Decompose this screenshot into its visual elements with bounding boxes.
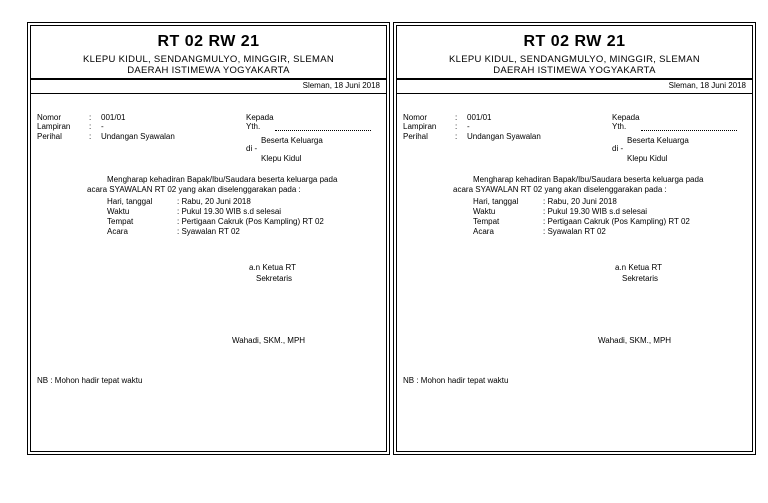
detail-value-event: : Syawalan RT 02 [177,227,240,236]
kepada-label: Kepada [246,113,274,122]
recipient-place: Klepu Kidul [261,154,302,163]
header-rule [30,78,387,80]
recipient-place: Klepu Kidul [627,154,668,163]
detail-label-date: Hari, tanggal [107,197,153,206]
body-line-1: Mengharap kehadiran Bapak/Ibu/Saudara beserta keluarga pada [107,175,338,184]
footnote: NB : Mohon hadir tepat waktu [403,376,509,385]
header-rule [396,78,753,80]
beserta-keluarga: Beserta Keluarga [627,136,689,145]
nomor-value: 001/01 [101,113,126,122]
kepada-label: Kepada [612,113,640,122]
beserta-keluarga: Beserta Keluarga [261,136,323,145]
detail-value-date: : Rabu, 20 Juni 2018 [543,197,617,206]
nomor-colon: : [89,113,92,122]
signer-name: Wahadi, SKM., MPH [598,336,672,345]
letter-title: RT 02 RW 21 [157,33,260,50]
body-line-2: acara SYAWALAN RT 02 yang akan diselenggarakan pada : [453,185,667,194]
lampiran-value: - [101,122,104,131]
sign-on-behalf: a.n Ketua RT [615,263,662,272]
detail-label-place: Tempat [473,217,500,226]
detail-value-event: : Syawalan RT 02 [543,227,606,236]
invitation-letter-left [30,25,387,452]
date-rule [396,93,753,94]
recipient-dotted-line [641,130,737,131]
footnote: NB : Mohon hadir tepat waktu [37,376,143,385]
perihal-value: Undangan Syawalan [101,132,175,141]
nomor-label: Nomor [37,113,62,122]
address-line-2: DAERAH ISTIMEWA YOGYAKARTA [493,65,656,76]
perihal-value: Undangan Syawalan [467,132,541,141]
perihal-colon: : [455,132,458,141]
detail-label-event: Acara [473,227,494,236]
detail-label-event: Acara [107,227,128,236]
sign-role: Sekretaris [622,274,659,283]
detail-value-place: : Pertigaan Cakruk (Pos Kampling) RT 02 [177,217,324,226]
perihal-colon: : [89,132,92,141]
nomor-value: 001/01 [467,113,492,122]
detail-value-place: : Pertigaan Cakruk (Pos Kampling) RT 02 [543,217,690,226]
detail-label-date: Hari, tanggal [473,197,519,206]
yth-label: Yth. [612,122,627,131]
recipient-dotted-line [275,130,371,131]
body-line-2: acara SYAWALAN RT 02 yang akan diselenggarakan pada : [87,185,301,194]
place-date: Sleman, 18 Juni 2018 [302,81,380,90]
detail-value-time: : Pukul 19.30 WIB s.d selesai [177,207,282,216]
detail-value-time: : Pukul 19.30 WIB s.d selesai [543,207,648,216]
di-label: di - [246,144,258,153]
date-rule [30,93,387,94]
di-label: di - [612,144,624,153]
nomor-label: Nomor [403,113,428,122]
yth-label: Yth. [246,122,261,131]
place-date: Sleman, 18 Juni 2018 [668,81,746,90]
address-line-1: KLEPU KIDUL, SENDANGMULYO, MINGGIR, SLEMAN [82,54,335,65]
detail-label-time: Waktu [107,207,130,216]
invitation-letter-right [396,25,753,452]
perihal-label: Perihal [37,132,62,141]
signer-name: Wahadi, SKM., MPH [232,336,306,345]
detail-value-date: : Rabu, 20 Juni 2018 [177,197,251,206]
nomor-colon: : [455,113,458,122]
lampiran-value: - [467,122,470,131]
sign-on-behalf: a.n Ketua RT [249,263,296,272]
lampiran-label: Lampiran [403,122,437,131]
lampiran-label: Lampiran [37,122,71,131]
lampiran-colon: : [455,122,458,131]
sign-role: Sekretaris [256,274,293,283]
letter-title: RT 02 RW 21 [523,33,626,50]
perihal-label: Perihal [403,132,428,141]
lampiran-colon: : [89,122,92,131]
address-line-1: KLEPU KIDUL, SENDANGMULYO, MINGGIR, SLEMAN [448,54,701,65]
detail-label-place: Tempat [107,217,134,226]
detail-label-time: Waktu [473,207,496,216]
address-line-2: DAERAH ISTIMEWA YOGYAKARTA [127,65,290,76]
body-line-1: Mengharap kehadiran Bapak/Ibu/Saudara beserta keluarga pada [473,175,704,184]
